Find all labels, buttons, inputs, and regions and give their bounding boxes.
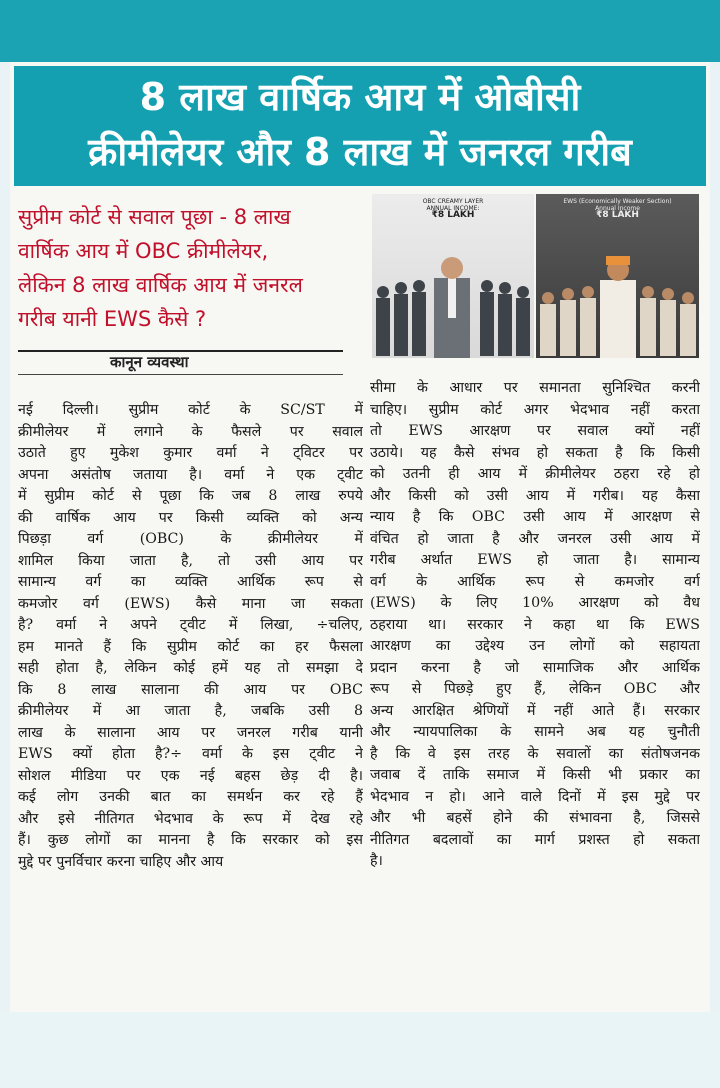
obc-creamy-layer-photo <box>372 194 534 358</box>
article-line: और इसे नीतिगत भेदभाव के रूप में देख रहे <box>18 810 363 827</box>
article-line: शामिल किया जाता है, तो उसी आय पर <box>18 552 363 569</box>
article-line: न्याय है कि OBC उसी आय में आरक्षण से <box>370 509 700 525</box>
article-line: को उतनी ही आय में क्रीमीलेयर ठहरा रहे हो <box>370 466 700 482</box>
article-line: वर्ग के आर्थिक रूप से कमजोर वर्ग <box>370 573 700 590</box>
ews-photo <box>536 194 699 358</box>
subheading-line: वार्षिक आय में OBC क्रीमीलेयर, <box>18 239 269 263</box>
subheading-line: लेकिन 8 लाख वार्षिक आय में जनरल <box>18 273 303 297</box>
article-line: हम मानते हैं कि सुप्रीम कोर्ट का हर फैसला <box>18 638 363 655</box>
section-label: कानून व्यवस्था <box>110 353 189 371</box>
subheading-line: सुप्रीम कोर्ट से सवाल पूछा - 8 लाख <box>18 205 291 229</box>
article-line: और किसी को उसी आय में गरीब। यह कैसा <box>370 487 700 504</box>
article-line: ठहराया था। सरकार ने कहा था कि EWS <box>370 616 700 633</box>
article-column-2 <box>370 378 700 873</box>
article-line: तो EWS आरक्षण पर सवाल क्यों नहीं <box>370 423 700 439</box>
article-line: मुद्दे पर पुनर्विचार करना चाहिए और आय <box>18 853 224 870</box>
subheading-line: गरीब यानी EWS कैसे ? <box>18 307 207 331</box>
article-line: कि 8 लाख सालाना की आय पर OBC <box>18 681 363 698</box>
article-line: क्रीमीलेयर में आ जाता है, जबकि उसी 8 <box>18 703 363 719</box>
article-line: क्रीमीलेयर में लगाने के फैसले पर सवाल <box>18 423 363 440</box>
article-line: (EWS) के लिए 10% आरक्षण को वैध <box>370 595 700 611</box>
subheading <box>18 200 358 336</box>
article-line: अपना असंतोष जताया है। वर्मा ने एक ट्वीट <box>18 466 363 483</box>
article-line: पिछड़ा वर्ग (OBC) के क्रीमीलेयर में <box>18 531 363 547</box>
article-line: EWS क्यों होता है?÷ वर्मा के इस ट्वीट ने <box>18 746 363 762</box>
article-line: उठाये। यह कैसे संभव हो सकता है कि किसी <box>370 444 700 461</box>
article-line: नीतिगत बदलावों का मार्ग प्रशस्त हो सकता <box>370 831 700 848</box>
ews-photo-caption <box>536 198 699 219</box>
headline-banner <box>14 66 706 186</box>
article-line: रूप से पिछड़े हुए हैं, लेकिन OBC और <box>370 681 700 697</box>
ews-caption-line: EWS (Economically Weaker Section) <box>563 198 672 205</box>
article-line: में सुप्रीम कोर्ट से पूछा कि जब 8 लाख रुपये <box>18 488 363 504</box>
article-line: और भी बहसें होने की संभावना है, जिससे <box>370 810 700 826</box>
article-line: भेदभाव न हो। आने वाले दिनों में इस मुद्दे पर <box>370 788 700 805</box>
businessmen-illustration <box>372 228 534 358</box>
bottom-area <box>0 1012 720 1088</box>
article-line: सीमा के आधार पर समानता सुनिश्चित करनी <box>370 380 700 396</box>
article-line: जवाब दें ताकि समाज में किसी भी प्रकार का <box>370 767 700 783</box>
article-line: और न्यायपालिका के सामने अब यह चुनौती <box>370 724 700 740</box>
article-line: वंचित हो जाता है और जनरल उसी आय में <box>370 530 700 547</box>
article-line: कमजोर वर्ग (EWS) कैसे माना जा सकता <box>18 595 363 612</box>
article-line: लाख के सालाना आय पर जनरल गरीब यानी <box>18 724 363 741</box>
obc-caption-line: OBC CREAMY LAYER <box>422 198 484 205</box>
article-line: आरक्षण का उद्देश्य उन लोगों को सहायता <box>370 638 700 654</box>
article-line: प्रदान करना है जो सामाजिक और आर्थिक <box>370 659 700 676</box>
ews-caption-line: Annual Income <box>595 205 640 212</box>
article-line: है कि वे इस तरह के सवालों का संतोषजनक <box>370 745 700 762</box>
top-bar <box>0 0 720 62</box>
article-line: गरीब अर्थात EWS हो जाता है। सामान्य <box>370 552 700 568</box>
article-line: उठाते हुए मुकेश कुमार वर्मा ने ट्विटर पर <box>18 445 363 461</box>
article-line: अन्य आरक्षित श्रेणियों में नहीं आते हैं। सरकार <box>370 702 700 719</box>
article-line: है? वर्मा ने अपने ट्वीट में लिखा, ÷चलिए, <box>18 617 363 633</box>
section-divider-bottom <box>18 374 343 375</box>
article-line: सोशल मीडिया पर एक नई बहस छेड़ दी है। <box>18 767 363 784</box>
article-column-1 <box>18 400 363 873</box>
article-line: सही होता है, लेकिन कोई हमें यह तो समझा दे <box>18 660 363 676</box>
article-line: की वार्षिक आय पर किसी व्यक्ति को अन्य <box>18 509 363 526</box>
headline-line-2: क्रीमीलेयर और 8 लाख में जनरल गरीब <box>88 130 632 174</box>
obc-amount: ₹8 LAKH <box>431 210 475 220</box>
villagers-illustration <box>536 228 699 358</box>
article-line: नई दिल्ली। सुप्रीम कोर्ट के SC/ST में <box>18 402 363 418</box>
ews-amount: ₹8 LAKH <box>596 210 639 220</box>
article-line: हैं। कुछ लोगों का मानना है कि सरकार को इस <box>18 832 363 848</box>
article-line: कई लोग उनकी बात का समर्थन कर रहे हैं <box>18 789 363 805</box>
article-line: सामान्य वर्ग का व्यक्ति आर्थिक रूप से <box>18 574 363 590</box>
obc-caption-line: ANNUAL INCOME: <box>426 205 480 212</box>
article-line: है। <box>370 853 383 869</box>
headline-line-1: 8 लाख वार्षिक आय में ओबीसी <box>139 75 581 119</box>
article-line: चाहिए। सुप्रीम कोर्ट अगर भेदभाव नहीं करता <box>370 401 700 418</box>
obc-photo-caption <box>372 198 534 219</box>
